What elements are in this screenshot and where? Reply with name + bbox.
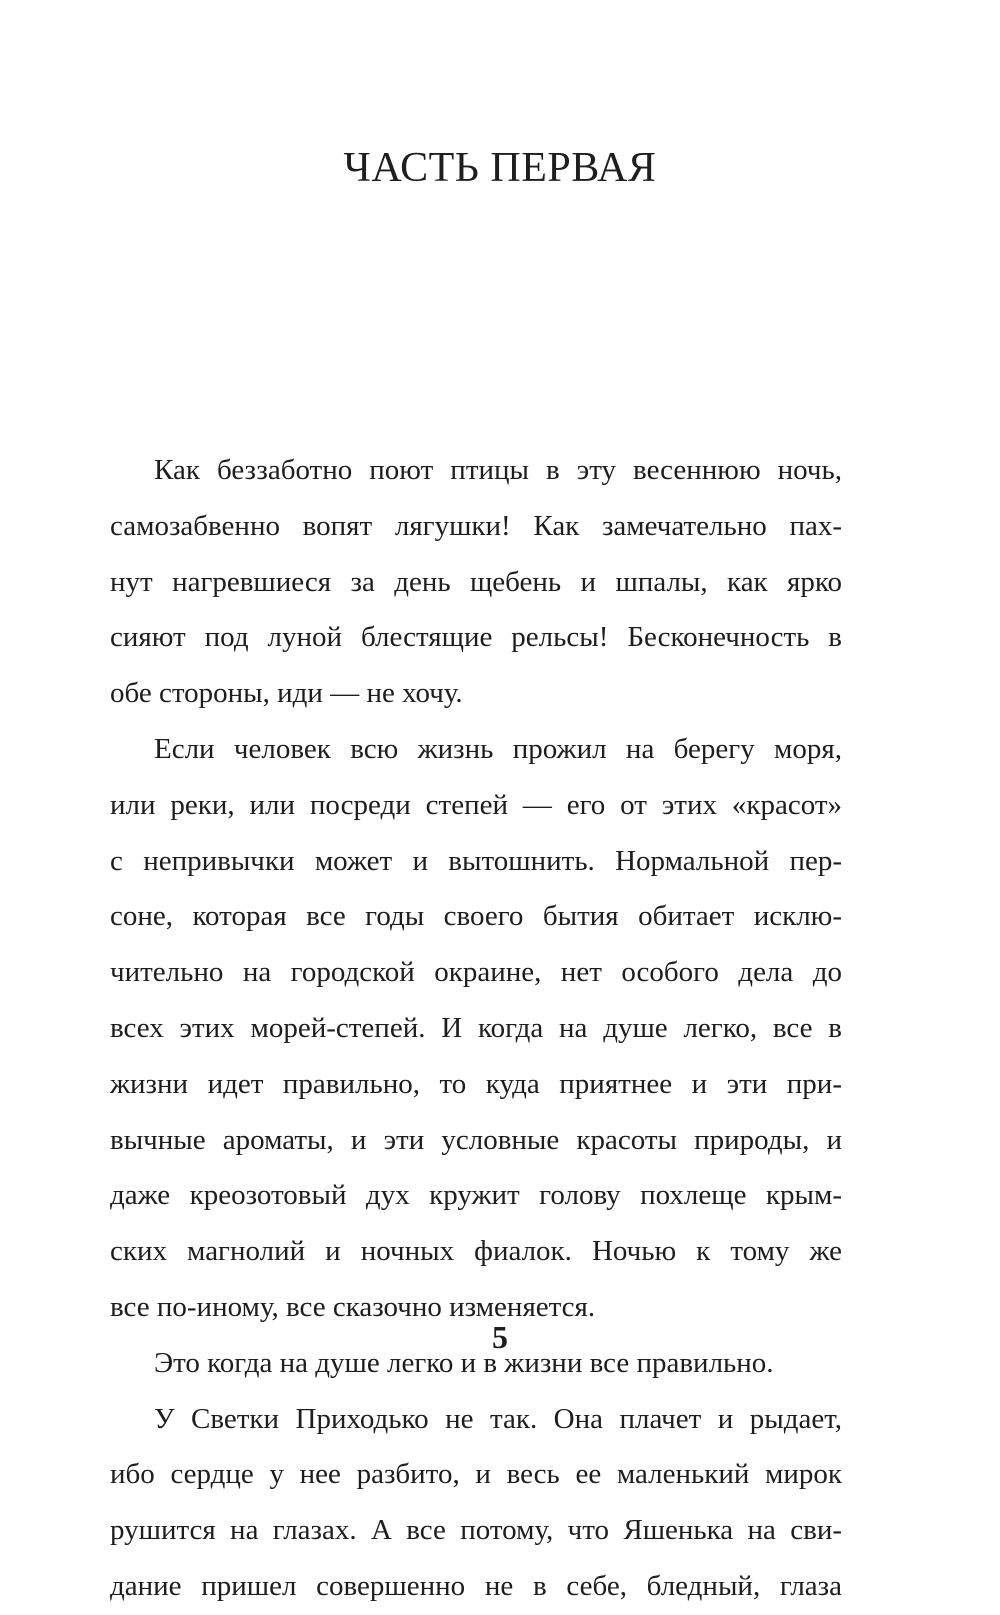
text-line: чительно на городской окраине, нет особого дела до: [110, 956, 842, 989]
text-line: соне, которая все годы своего бытия обитает исклю-: [110, 900, 842, 933]
text-line: с непривычки может и вытошнить. Нормальной пер-: [110, 844, 842, 877]
text-line: рушится на глазах. А все потому, что Яшенька на сви-: [110, 1514, 842, 1547]
text-line: Если человек всю жизнь прожил на берегу моря,: [154, 732, 842, 765]
text-line: даже креозотовый дух кружит голову похлеще крым-: [110, 1179, 842, 1212]
text-line: нут нагревшиеся за день щебень и шпалы, как ярко: [110, 565, 842, 598]
part-title: ЧАСТЬ ПЕРВАЯ: [343, 145, 657, 191]
text-line: или реки, или посреди степей — его от этих «красот»: [110, 788, 842, 821]
text-line: вычные ароматы, и эти условные красоты природы, и: [110, 1123, 842, 1156]
text-line: жизни идет правильно, то куда приятнее и эти при-: [110, 1067, 842, 1100]
text-line: ских магнолий и ночных фиалок. Ночью к тому же: [110, 1235, 842, 1268]
text-line: ибо сердце у нее разбито, и весь ее маленький мирок: [110, 1458, 842, 1491]
text-line: Это когда на душе легко и в жизни все правильно.: [154, 1346, 774, 1379]
text-line: самозабвенно вопят лягушки! Как замечательно пах-: [110, 509, 842, 542]
text-line: обе стороны, иди — не хочу.: [110, 677, 463, 710]
text-line: дание пришел совершенно не в себе, бледный, глаза: [110, 1569, 842, 1602]
text-line: все по-иному, все сказочно изменяется.: [110, 1290, 596, 1323]
page-number: 5: [492, 1319, 508, 1355]
text-line: сияют под луной блестящие рельсы! Бесконечность в: [110, 621, 842, 654]
text-line: У Светки Приходько не так. Она плачет и рыдает,: [154, 1402, 842, 1435]
text-line: всех этих морей-степей. И когда на душе легко, все в: [110, 1011, 842, 1044]
body-text: [110, 443, 842, 1615]
text-line: Как беззаботно поют птицы в эту весеннюю ночь,: [154, 454, 842, 486]
